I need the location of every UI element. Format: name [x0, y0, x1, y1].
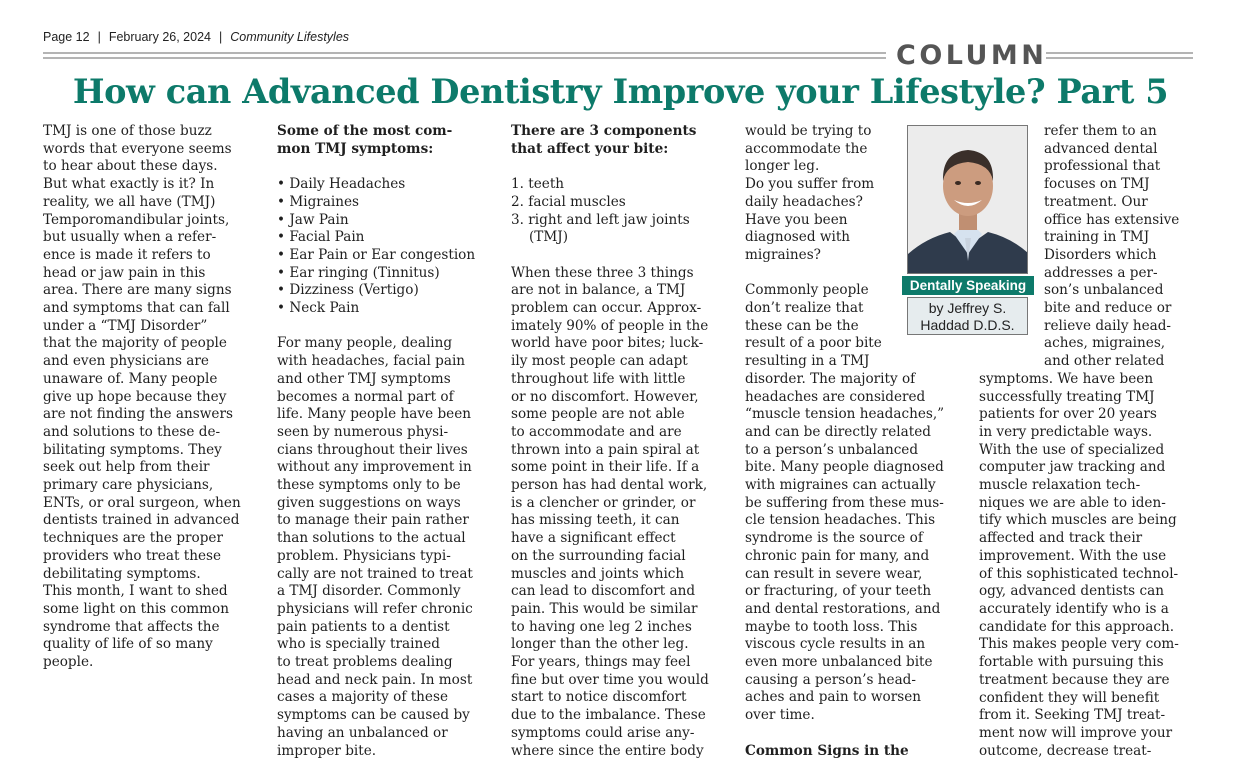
body-text-line: reality, we all have (TMJ): [43, 193, 216, 210]
body-text-line: life. Many people have been: [277, 406, 471, 423]
spacer: [277, 158, 497, 176]
body-text-line: are not in balance, a TMJ: [511, 282, 686, 299]
body-text-line: symptoms can be caused by: [277, 707, 470, 724]
body-text-line: Commonly people: [745, 282, 869, 299]
body-text-line: ily most people can adapt: [511, 353, 688, 370]
body-text-line: providers who treat these: [43, 547, 222, 564]
body-text-line: treatment. Our: [1044, 193, 1148, 210]
author-photo: [907, 125, 1028, 274]
body-text-line: bite and reduce or: [1044, 300, 1172, 317]
body-text-line: ment now will improve your: [979, 724, 1173, 741]
body-text-line: cians throughout their lives: [277, 441, 468, 458]
body-text-line: and other TMJ symptoms: [277, 370, 451, 387]
body-text-line: training in TMJ: [1044, 229, 1150, 246]
header-separator: |: [218, 30, 223, 44]
body-text-line: and can be directly related: [745, 423, 931, 440]
body-text-line: to manage their pain rather: [277, 512, 469, 529]
body-text-line: ogy, advanced dentists can: [979, 583, 1164, 600]
body-text-line: Temporomandibular joints,: [43, 211, 230, 228]
body-text-line: This month, I want to shed: [43, 583, 228, 600]
body-text-line: can lead to discomfort and: [511, 583, 696, 600]
spacer: [745, 725, 965, 743]
components-heading-line-1: There are 3 components: [511, 123, 697, 139]
body-text-line: maybe to tooth loss. This: [745, 618, 918, 635]
body-text-line: migraines?: [745, 246, 821, 263]
body-text-line: accurately identify who is a: [979, 600, 1169, 617]
body-text-line: computer jaw tracking and: [979, 459, 1166, 476]
article-column-3: [511, 123, 731, 760]
components-list: [511, 176, 731, 247]
body-text-line: world have poor bites; luck-: [511, 335, 704, 352]
col1-lines: [43, 123, 263, 672]
body-text-line: muscle relaxation tech-: [979, 477, 1141, 494]
body-text-line: resulting in a TMJ: [745, 353, 870, 370]
body-text-line: and symptoms that can fall: [43, 300, 230, 317]
body-text-line: thrown into a pain spiral at: [511, 441, 700, 458]
body-text-line: symptoms. We have been: [979, 370, 1154, 387]
body-text-line: these can be the: [745, 317, 859, 334]
body-text-line: with headaches, facial pain: [277, 353, 466, 370]
body-text-line: quality of life of so many: [43, 636, 213, 653]
spacer: [511, 247, 731, 265]
symptom-list-item: • Neck Pain: [277, 300, 360, 317]
spacer: [511, 158, 731, 176]
body-text-line: and solutions to these de-: [43, 423, 221, 440]
body-text-line: but usually when a refer-: [43, 229, 217, 246]
body-text-line: who is specially trained: [277, 636, 440, 653]
body-text-line: relieve daily head-: [1044, 317, 1172, 334]
body-text-line: with migraines can actually: [745, 477, 936, 494]
symptom-list-item: • Dizziness (Vertigo): [277, 282, 419, 299]
body-text-line: unaware of. Many people: [43, 370, 218, 387]
body-text-line: daily headaches?: [745, 193, 863, 210]
body-text-line: head or jaw pain in this: [43, 264, 206, 281]
body-text-line: Have you been: [745, 211, 848, 228]
body-text-line: some point in their life. If a: [511, 459, 700, 476]
body-text-line: would be trying to: [745, 123, 872, 139]
body-text-line: are not finding the answers: [43, 406, 233, 423]
body-text-line: given suggestions on ways: [277, 494, 461, 511]
body-text-line: without any improvement in: [277, 459, 472, 476]
publication-name: Community Lifestyles: [230, 30, 350, 44]
body-text-line: treatment because they are: [979, 671, 1170, 688]
body-text-line: to having one leg 2 inches: [511, 618, 692, 635]
body-text-line: some light on this common: [43, 600, 229, 617]
body-text-line: symptoms could arise any-: [511, 724, 695, 741]
body-text-line: even more unbalanced bite: [745, 654, 933, 671]
body-text-line: longer than the other leg.: [511, 636, 689, 653]
symptom-list-item: • Migraines: [277, 193, 360, 210]
body-text-line: syndrome is the source of: [745, 530, 923, 547]
body-text-line: viscous cycle results in an: [745, 636, 926, 653]
body-text-line: imately 90% of people in the: [511, 317, 709, 334]
article-column-2: [277, 123, 497, 760]
body-text-line: seek out help from their: [43, 459, 210, 476]
body-text-line: and dental restorations, and: [745, 600, 941, 617]
author-byline: [907, 297, 1028, 335]
body-text-line: This makes people very com-: [979, 636, 1179, 653]
body-text-line: focuses on TMJ: [1044, 176, 1150, 193]
body-text-line: cle tension headaches. This: [745, 512, 936, 529]
body-text-line: disorder. The majority of: [745, 370, 916, 387]
body-text-line: When these three 3 things: [511, 264, 694, 281]
body-text-line: throughout life with little: [511, 370, 686, 387]
col4-body: [745, 282, 965, 725]
body-text-line: refer them to an: [1044, 123, 1157, 139]
body-text-line: to treat problems dealing: [277, 654, 453, 671]
body-text-line: ENTs, or oral surgeon, when: [43, 494, 241, 511]
body-text-line: or fracturing, of your teeth: [745, 583, 932, 600]
body-text-line: to hear about these days.: [43, 158, 218, 175]
body-text-line: cases a majority of these: [277, 689, 448, 706]
body-text-line: start to notice discomfort: [511, 689, 687, 706]
body-text-line: Disorders which: [1044, 246, 1157, 263]
body-text-line: has missing teeth, it can: [511, 512, 680, 529]
body-text-line: problem. Physicians typi-: [277, 547, 451, 564]
body-text-line: give up hope because they: [43, 388, 227, 405]
body-text-line: addresses a per-: [1044, 264, 1158, 281]
body-text-line: Do you suffer from: [745, 176, 875, 193]
body-text-line: to accommodate and are: [511, 423, 682, 440]
header-rule-left: [43, 52, 886, 59]
body-text-line: techniques are the proper: [43, 530, 223, 547]
body-text-line: aches, migraines,: [1044, 335, 1166, 352]
header-separator: |: [97, 30, 101, 44]
body-text-line: headaches are considered: [745, 388, 926, 405]
signs-subheading: Common Signs in the: [745, 742, 909, 759]
body-text-line: chronic pain for many, and: [745, 547, 930, 564]
body-text-line: syndrome that affects the: [43, 618, 220, 635]
body-text-line: these symptoms only to be: [277, 477, 461, 494]
component-list-item: 3. right and left jaw joints (TMJ): [511, 211, 690, 246]
col3-body: [511, 265, 731, 760]
body-text-line: area. There are many signs: [43, 282, 232, 299]
body-text-line: advanced dental: [1044, 140, 1158, 157]
body-text-line: With the use of specialized: [979, 441, 1165, 458]
body-text-line: words that everyone seems: [43, 140, 232, 157]
component-list-item: 1. teeth: [511, 176, 565, 193]
body-text-line: that the majority of people: [43, 335, 227, 352]
body-text-line: son’s unbalanced: [1044, 282, 1164, 299]
body-text-line: result of a poor bite: [745, 335, 882, 352]
body-text-line: affected and track their: [979, 530, 1143, 547]
body-text-line: longer leg.: [745, 158, 820, 175]
body-text-line: diagnosed with: [745, 229, 851, 246]
body-text-line: than solutions to the actual: [277, 530, 466, 547]
body-text-line: patients for over 20 years: [979, 406, 1157, 423]
body-text-line: accommodate the: [745, 140, 868, 157]
column-badge: Dentally Speaking: [902, 276, 1034, 295]
body-text-line: confident they will benefit: [979, 689, 1160, 706]
body-text-line: from it. Seeking TMJ treat-: [979, 707, 1166, 724]
component-list-item: 2. facial muscles: [511, 193, 626, 210]
body-text-line: of this sophisticated technol-: [979, 565, 1179, 582]
issue-date: February 26, 2024: [108, 30, 211, 44]
body-text-line: dentists trained in advanced: [43, 512, 240, 529]
byline-line-2: Haddad D.D.S.: [920, 317, 1015, 333]
symptom-list-item: • Jaw Pain: [277, 211, 349, 228]
components-heading-line-2: that affect your bite:: [511, 140, 669, 157]
body-text-line: people.: [43, 654, 94, 671]
article-column-1: [43, 123, 263, 672]
body-text-line: fine but over time you would: [511, 671, 709, 688]
body-text-line: and even physicians are: [43, 353, 209, 370]
body-text-line: or no discomfort. However,: [511, 388, 699, 405]
body-text-line: primary care physicians,: [43, 477, 214, 494]
body-text-line: can result in severe wear,: [745, 565, 923, 582]
body-text-line: in very predictable ways.: [979, 423, 1153, 440]
symptom-list-item: • Daily Headaches: [277, 176, 406, 193]
body-text-line: is a clencher or grinder, or: [511, 494, 696, 511]
body-text-line: and other related: [1044, 353, 1165, 370]
body-text-line: office has extensive: [1044, 211, 1180, 228]
body-text-line: But what exactly is it? In: [43, 176, 215, 193]
body-text-line: due to the imbalance. These: [511, 707, 706, 724]
body-text-line: improvement. With the use: [979, 547, 1167, 564]
header-rule-right: [1046, 52, 1193, 59]
body-text-line: don’t realize that: [745, 300, 864, 317]
body-text-line: having an unbalanced or: [277, 724, 448, 741]
col2-body: [277, 335, 497, 760]
symptom-list-item: • Ear ringing (Tinnitus): [277, 264, 440, 281]
symptom-list-item: • Ear Pain or Ear congestion: [277, 246, 476, 263]
body-text-line: debilitating symptoms.: [43, 565, 201, 582]
body-text-line: head and neck pain. In most: [277, 671, 473, 688]
author-portrait-icon: [908, 126, 1028, 274]
body-text-line: fortable with pursuing this: [979, 654, 1164, 671]
symptoms-heading-line-1: Some of the most com-: [277, 123, 453, 139]
body-text-line: under a “TMJ Disorder”: [43, 317, 208, 334]
body-text-line: aches and pain to worsen: [745, 689, 921, 706]
body-text-line: a TMJ disorder. Commonly: [277, 583, 461, 600]
body-text-line: bilitating symptoms. They: [43, 441, 222, 458]
symptom-list-item: • Facial Pain: [277, 229, 365, 246]
body-text-line: bite. Many people diagnosed: [745, 459, 944, 476]
body-text-line: where since the entire body: [511, 742, 704, 759]
byline-line-1: by Jeffrey S.: [928, 300, 1007, 316]
body-text-line: becomes a normal part of: [277, 388, 454, 405]
body-text-line: successfully treating TMJ: [979, 388, 1155, 405]
body-text-line: tify which muscles are being: [979, 512, 1177, 529]
body-text-line: some people are not able: [511, 406, 685, 423]
body-text-line: have a significant effect: [511, 530, 676, 547]
body-text-line: person has had dental work,: [511, 477, 708, 494]
body-text-line: niques we are able to iden-: [979, 494, 1166, 511]
body-text-line: causing a person’s head-: [745, 671, 916, 688]
body-text-line: physicians will refer chronic: [277, 600, 473, 617]
body-text-line: pain. This would be similar: [511, 600, 698, 617]
body-text-line: over time.: [745, 707, 815, 724]
section-label: COLUMN: [896, 40, 1048, 71]
body-text-line: ence is made it refers to: [43, 246, 211, 263]
page-header: [43, 30, 349, 44]
col5-body: [979, 371, 1194, 760]
spacer: [277, 318, 497, 336]
body-text-line: muscles and joints which: [511, 565, 685, 582]
symptoms-list: [277, 176, 497, 318]
body-text-line: improper bite.: [277, 742, 377, 759]
body-text-line: to a person’s unbalanced: [745, 441, 919, 458]
body-text-line: cally are not trained to treat: [277, 565, 473, 582]
body-text-line: professional that: [1044, 158, 1161, 175]
symptoms-heading-line-2: mon TMJ symptoms:: [277, 140, 434, 157]
article-title: How can Advanced Dentistry Improve your Lifestyle? Part 5: [72, 72, 1169, 111]
body-text-line: on the surrounding facial: [511, 547, 686, 564]
body-text-line: seen by numerous physi-: [277, 423, 449, 440]
page-number: Page 12: [43, 30, 90, 44]
body-text-line: pain patients to a dentist: [277, 618, 450, 635]
body-text-line: TMJ is one of those buzz: [43, 123, 212, 139]
body-text-line: problem can occur. Approx-: [511, 300, 702, 316]
body-text-line: candidate for this approach.: [979, 618, 1175, 635]
body-text-line: “muscle tension headaches,”: [745, 406, 945, 423]
body-text-line: For many people, dealing: [277, 335, 453, 352]
body-text-line: be suffering from these mus-: [745, 494, 944, 511]
body-text-line: outcome, decrease treat-: [979, 742, 1152, 759]
body-text-line: For years, things may feel: [511, 654, 691, 671]
